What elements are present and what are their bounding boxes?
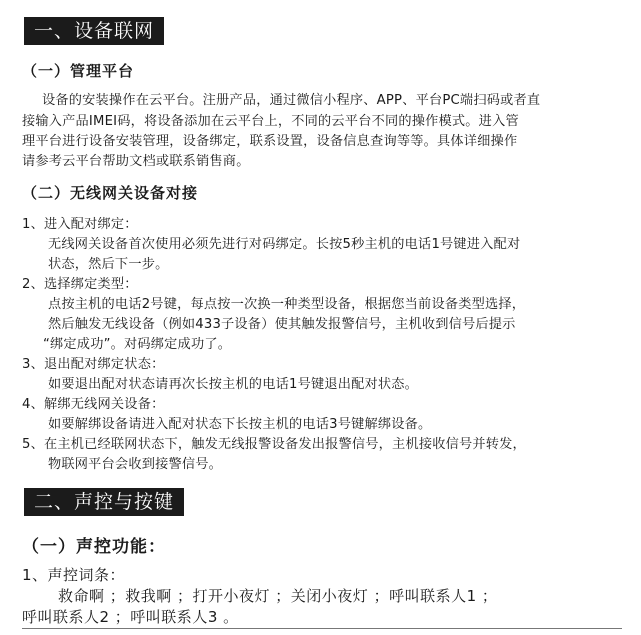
list-item-body: 然后触发无线设备（例如433子设备）使其触发报警信号，主机收到信号后提示 [48, 317, 516, 332]
subsection-management-platform-title: （一）管理平台 [22, 62, 135, 80]
list-item-body: 无线网关设备首次使用必须先进行对码绑定。长按5秒主机的电话1号键进入配对 [48, 237, 521, 252]
subsection-voice-control-title: （一）声控功能： [22, 537, 166, 557]
voice-command-line: 呼叫联系人2 ；呼叫联系人3 。 [22, 608, 239, 626]
list-item-label: 1、进入配对绑定： [22, 217, 138, 232]
list-item-body: 如要退出配对状态请再次长按主机的电话1号键退出配对状态。 [48, 377, 419, 392]
list-item-label: 4、解绑无线网关设备： [22, 397, 165, 412]
section-1-header: 一、设备联网 [24, 17, 164, 45]
voice-command-line: 救命啊 ；救我啊 ；打开小夜灯 ；关闭小夜灯 ；呼叫联系人1 ； [58, 587, 498, 605]
paragraph-line: 设备的安装操作在云平台。注册产品，通过微信小程序、APP、平台PC端扫码或者直 [42, 93, 541, 108]
bottom-divider [22, 628, 622, 629]
list-item-label: 3、退出配对绑定状态： [22, 357, 165, 372]
section-2-header: 二、声控与按键 [24, 488, 184, 516]
list-item-body: “绑定成功”。对码绑定成功了。 [43, 337, 232, 352]
paragraph-line: 接输入产品IMEI码，将设备添加在云平台上，不同的云平台不同的操作模式。进入管 [22, 114, 519, 129]
paragraph-line: 理平台进行设备安装管理，设备绑定，联系设置，设备信息查询等等。具体详细操作 [22, 134, 518, 149]
list-item-body: 如要解绑设备请进入配对状态下长按主机的电话3号键解绑设备。 [48, 417, 432, 432]
subsection-gateway-pairing-title: （二）无线网关设备对接 [22, 184, 199, 202]
paragraph-line: 请参考云平台帮助文档或联系销售商。 [22, 154, 250, 169]
list-item-body: 点按主机的电话2号键，每点按一次换一种类型设备，根据您当前设备类型选择， [48, 297, 526, 312]
list-item-label: 2、选择绑定类型： [22, 277, 138, 292]
list-item-body: 状态，然后下一步。 [48, 257, 169, 272]
list-item-label: 1、声控词条： [22, 566, 126, 584]
list-item-body: 物联网平台会收到接警信号。 [48, 457, 223, 472]
list-item-label: 5、在主机已经联网状态下，触发无线报警设备发出报警信号，主机接收信号并转发， [22, 437, 526, 452]
